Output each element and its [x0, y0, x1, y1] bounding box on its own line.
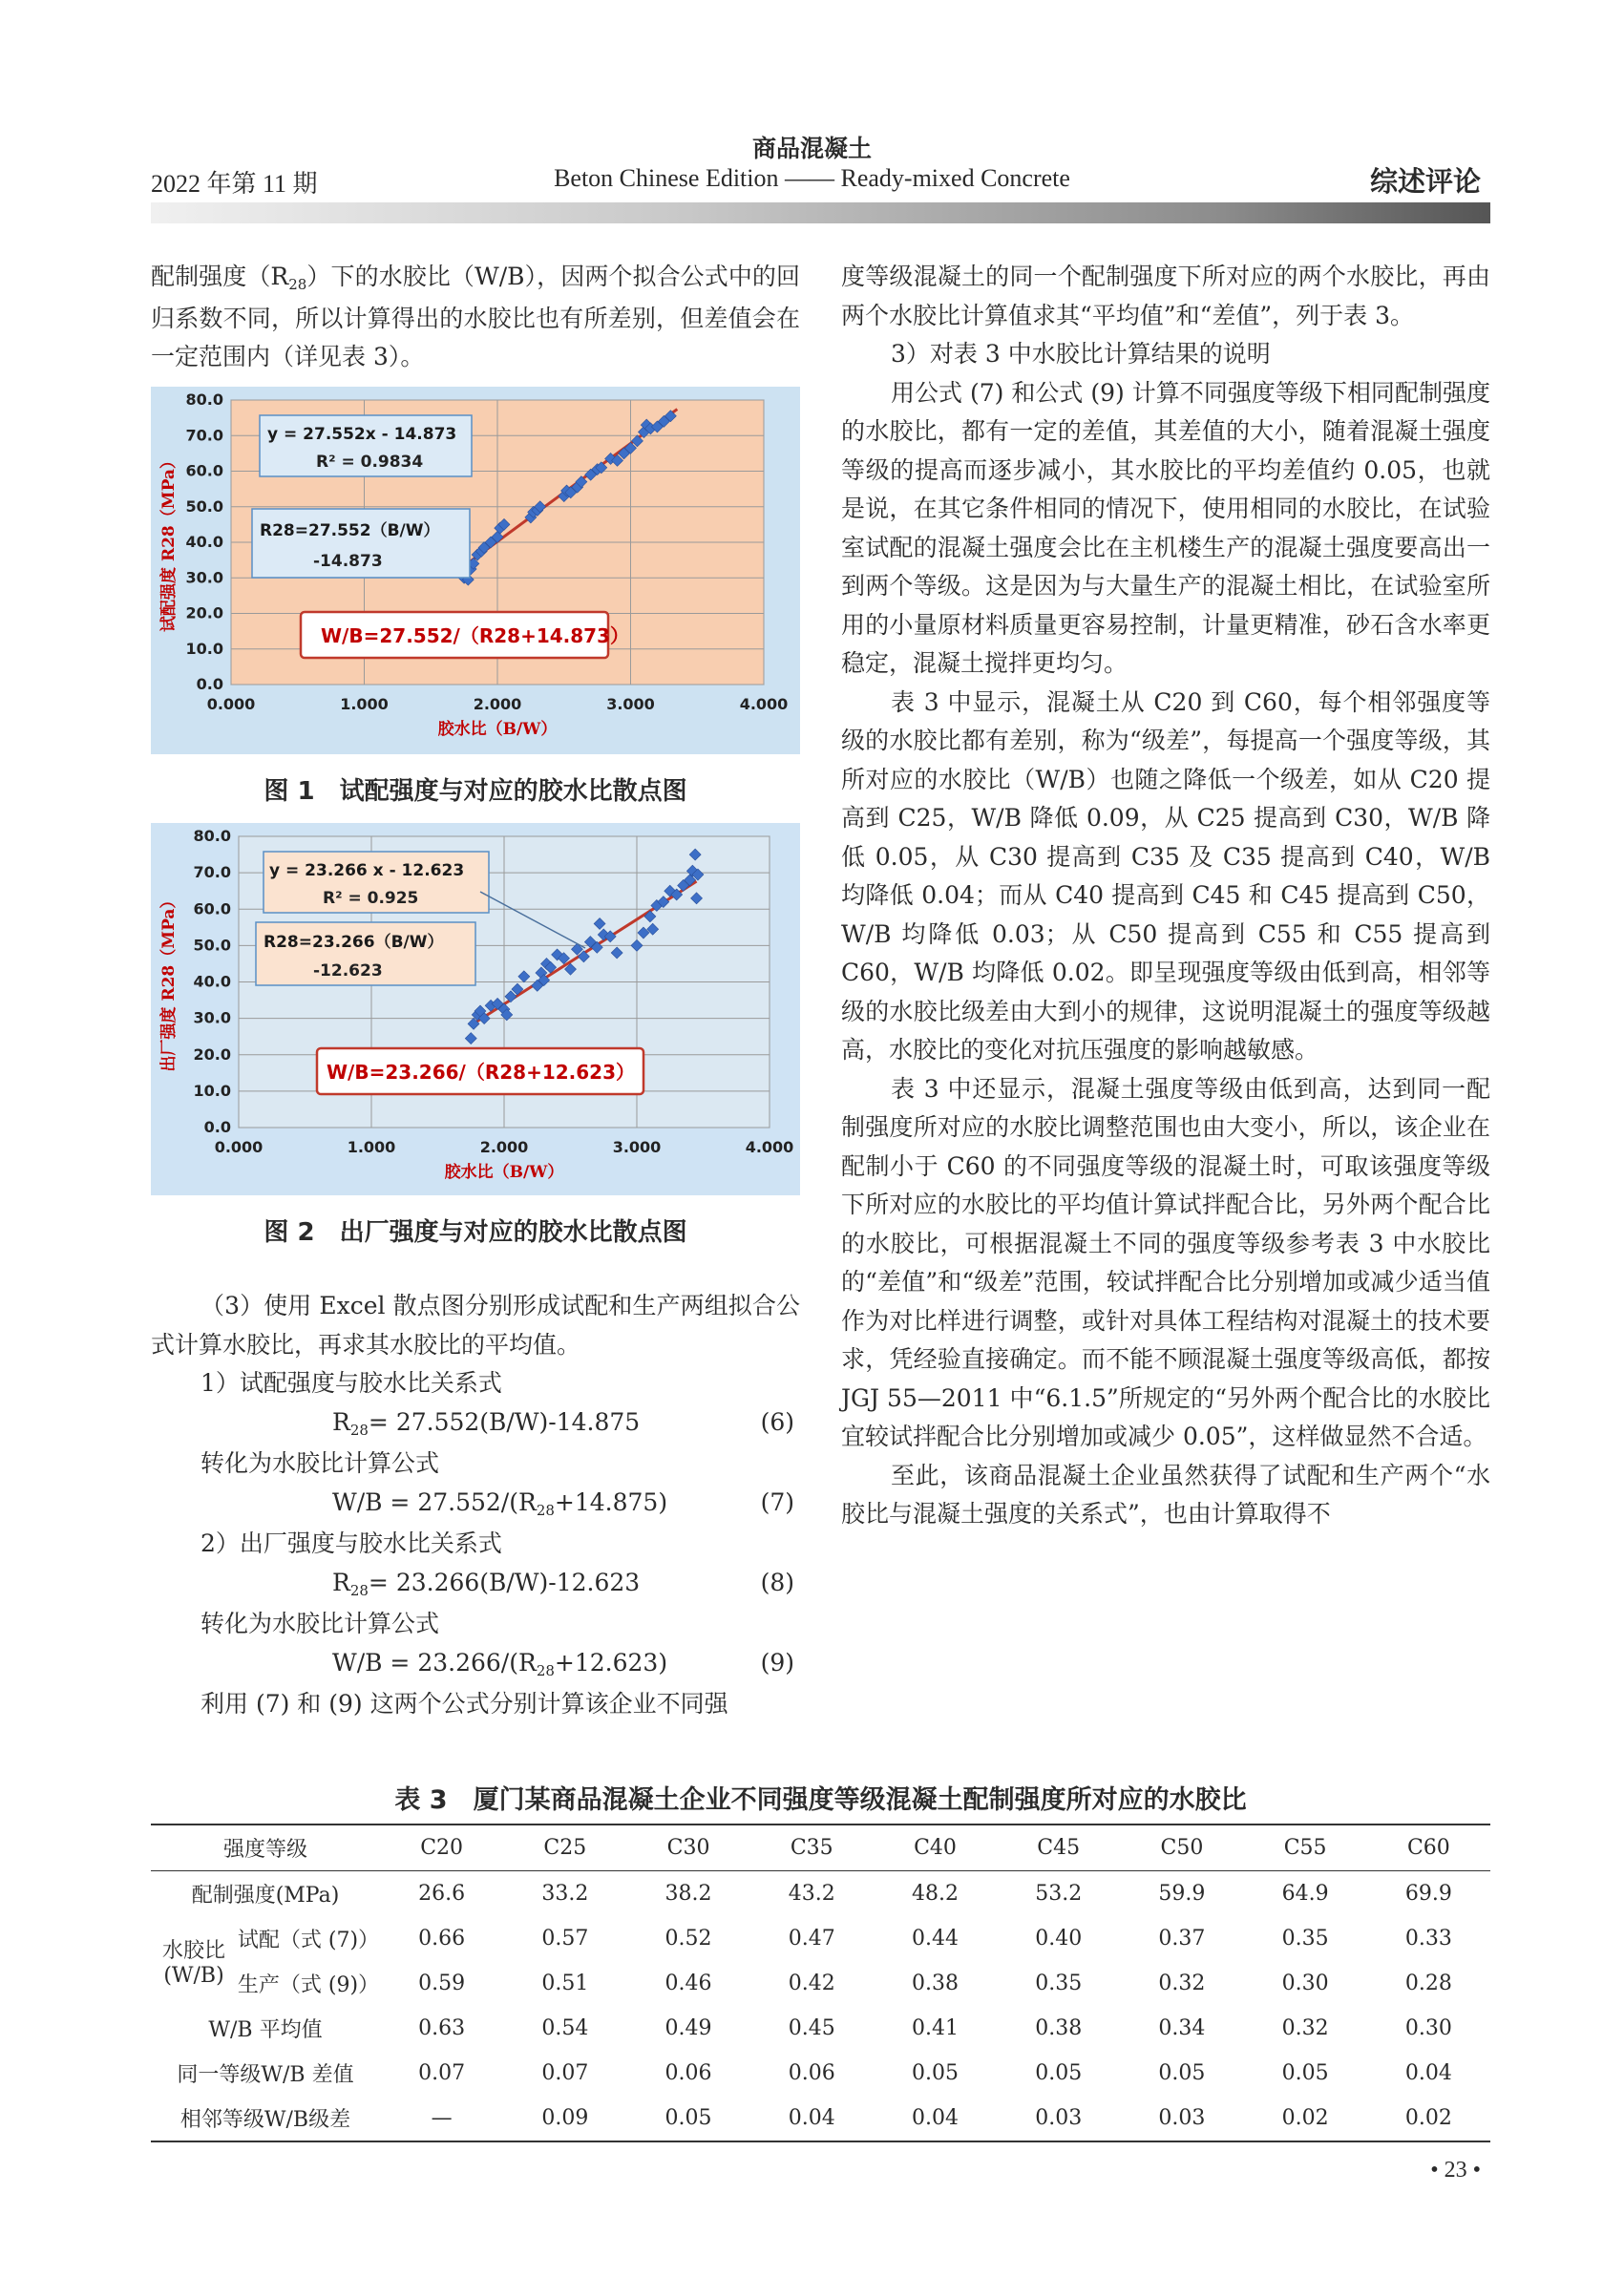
annotation-text: W/B=27.552/（R28+14.873）: [321, 624, 630, 647]
cell: 0.32: [1281, 2016, 1329, 2040]
table-row: [151, 2096, 1490, 2141]
cell: 0.52: [664, 1927, 712, 1951]
subheading: 2）出厂强度与胶水比关系式: [200, 1529, 502, 1557]
cell: 0.38: [1035, 2016, 1083, 2040]
y-tick-label: 10.0: [185, 639, 223, 658]
row-label: 相邻等级W/B级差: [151, 2096, 380, 2141]
grade-cell: C20: [380, 1825, 503, 1871]
cell: 0.42: [788, 1972, 835, 1995]
cell: 0.33: [1404, 1927, 1452, 1951]
cell: 0.30: [1404, 2016, 1452, 2040]
paragraph: 表 3 中显示，混凝土从 C20 到 C60，每个相邻强度等级的水胶比都有差别，称为“级差”，每提高一个强度等级，其所对应的水胶比（W/B）也随之降低一个级差，如从 C20 提高到 C25，W/B 降低 0.09，从 C25 提高到 C30，W/B 降低 0.05，从 C30 提高到 C35 及 C35 提高到 C40，W/B 均降低 0.04；而从 C40 提高到 C45 和 C45 提高到 C50，W/B 均降低 0.03；从 C50 提高到 C55 和 C55 提高到 C60，W/B 均降低 0.02。即呈现强度等级由低到高，相邻等级的水胶比级差由大到小的规律，这说明混凝土的强度等级越高，水胶比的变化对抗压强度的影响越敏感。: [841, 687, 1490, 1064]
x-axis-label: 胶水比（B/W）: [437, 720, 558, 739]
figure-2-caption: 图 2 出厂强度与对应的胶水比散点图: [264, 1218, 687, 1247]
cell: 43.2: [788, 1882, 835, 1906]
cell: 0.30: [1281, 1972, 1329, 1995]
cell: 48.2: [911, 1882, 959, 1906]
cell: 0.59: [418, 1972, 466, 1995]
table-3: [151, 1824, 1490, 2142]
grade-cell: C35: [750, 1825, 874, 1871]
header-gradient-bar: [151, 202, 1490, 223]
left-column-bottom: [151, 1287, 800, 1724]
row-label: 生产（式 (9)）: [237, 1973, 380, 1997]
y-tick-label: 20.0: [193, 1044, 231, 1064]
cell: —: [380, 2096, 503, 2141]
grade-cell: C50: [1120, 1825, 1243, 1871]
y-tick-label: 0.0: [196, 675, 223, 693]
cell: 0.05: [911, 2061, 959, 2085]
subheading: 3）对表 3 中水胶比计算结果的说明: [891, 340, 1271, 368]
section-label: 综述评论: [1369, 165, 1481, 198]
table-row: [151, 2006, 1490, 2051]
grade-cell: C45: [997, 1825, 1120, 1871]
x-tick-label: 3.000: [612, 1138, 662, 1156]
annotation-text: R² = 0.9834: [316, 453, 424, 472]
cell: 64.9: [1281, 1882, 1329, 1906]
cell: 0.05: [626, 2096, 749, 2141]
table-3-title: 表 3 厦门某商品混凝土企业不同强度等级混凝土配制强度所对应的水胶比: [394, 1785, 1247, 1815]
cell: 0.07: [541, 2061, 589, 2085]
row-label: W/B 平均值: [208, 2018, 323, 2042]
cell: 0.09: [503, 2096, 626, 2141]
cell: 0.05: [1035, 2061, 1083, 2085]
cell: 0.45: [788, 2016, 835, 2040]
table-row: [151, 1871, 1490, 1917]
y-axis-label: 出厂强度 R28（MPa）: [159, 892, 179, 1072]
annotation-text: R28=27.552（B/W）: [260, 521, 440, 540]
cell: 0.63: [418, 2016, 466, 2040]
cell: 0.28: [1404, 1972, 1452, 1995]
group-label: 水胶比 (W/B): [161, 1939, 225, 1988]
cell: 38.2: [664, 1882, 712, 1906]
cell: 0.37: [1158, 1927, 1206, 1951]
cell: 33.2: [541, 1882, 589, 1906]
x-tick-label: 2.000: [479, 1138, 529, 1156]
cell: 0.04: [750, 2096, 874, 2141]
y-tick-label: 60.0: [185, 461, 223, 480]
cell: 0.05: [1281, 2061, 1329, 2085]
table-row: [151, 1916, 1490, 1961]
cell: 0.38: [911, 1972, 959, 1995]
cell: 0.54: [541, 2016, 589, 2040]
y-tick-label: 70.0: [185, 426, 223, 445]
x-tick-label: 4.000: [739, 695, 789, 713]
x-tick-label: 2.000: [473, 695, 522, 713]
paragraph: 用公式 (7) 和公式 (9) 计算不同强度等级下相同配制强度的水胶比，都有一定的差值，其差值的大小，随着混凝土强度等级的提高而逐步减小，其水胶比的平均差值约 0.05，也就是说，在其它条件相同的情况下，使用相同的水胶比，在试验室试配的混凝土强度会比在主机楼生产的混凝土强度要高出一到两个等级。这是因为与大量生产的混凝土相比，在试验室所用的小量原材料质量更容易控制，计量更精准，砂石含水率更稳定，混凝土搅拌更均匀。: [841, 378, 1490, 677]
y-tick-label: 30.0: [185, 568, 223, 587]
cell: 0.57: [541, 1927, 589, 1951]
annotation-text: W/B=23.266/（R28+12.623）: [327, 1061, 636, 1084]
grade-cell: C25: [503, 1825, 626, 1871]
cell: 53.2: [1035, 1882, 1083, 1906]
paragraph: 表 3 中还显示，混凝土强度等级由低到高，达到同一配制强度所对应的水胶比调整范围也由大变小，所以，该企业在配制小于 C60 的不同强度等级的混凝土时，可取该强度等级下所对应的水胶比的平均值计算试拌配合比，另外两个配合比的水胶比，可根据混凝土不同的强度等级参考表 3 中水胶比的“差值”和“级差”范围，较试拌配合比分别增加或减少适当值作为对比样进行调整，或针对具体工程结构对混凝土的技术要求，凭经验直接确定。而不能不顾混凝土强度等级高低，都按 JGJ 55—2011 中“6.1.5”所规定的“另外两个配合比的水胶比宜较试拌配合比分别增加或减少 0.05”，这样做显然不合适。: [841, 1074, 1490, 1450]
cell: 0.44: [911, 1927, 959, 1951]
grade-cell: C40: [874, 1825, 997, 1871]
y-tick-label: 70.0: [193, 863, 231, 882]
x-tick-label: 0.000: [214, 1138, 264, 1156]
cell: 0.07: [418, 2061, 466, 2085]
cell: 26.6: [418, 1882, 466, 1906]
cell: 0.40: [1035, 1927, 1083, 1951]
annotation-text: y = 23.266 x - 12.623: [269, 861, 465, 880]
cell: 0.02: [1367, 2096, 1490, 2141]
cell: 0.04: [874, 2096, 997, 2141]
annotation-text: R² = 0.925: [323, 889, 419, 908]
subheading: 转化为水胶比计算公式: [200, 1449, 440, 1477]
equation-7: $W/B = 27.552/(R_{28}+14.875)$ (7): [332, 1487, 794, 1519]
journal-title-cn: 商品混凝土: [751, 135, 872, 162]
x-tick-label: 4.000: [745, 1138, 794, 1156]
cell: 0.47: [788, 1927, 835, 1951]
figure-1-caption: 图 1 试配强度与对应的胶水比散点图: [264, 777, 687, 806]
equation-6: $R_{28}= 27.552(B/W)-14.875$ (6): [332, 1407, 794, 1439]
issue-label: 2022 年第 11 期: [151, 170, 318, 198]
paragraph: 至此，该商品混凝土企业虽然获得了试配和生产两个“水胶比与混凝土强度的关系式”，也由计算取得不: [841, 1461, 1490, 1528]
cell: 0.32: [1158, 1972, 1206, 1995]
row-label: 配制强度(MPa): [191, 1884, 340, 1908]
table-header-label: 强度等级: [151, 1825, 380, 1871]
cell: 0.03: [997, 2096, 1120, 2141]
cell: 0.49: [664, 2016, 712, 2040]
annotation-text: -14.873: [313, 552, 383, 571]
paragraph: 利用 (7) 和 (9) 这两个公式分别计算该企业不同强: [200, 1690, 728, 1718]
grade-cell: C30: [626, 1825, 749, 1871]
y-tick-label: 30.0: [193, 1008, 231, 1027]
cell: 0.51: [541, 1972, 589, 1995]
cell: 69.9: [1404, 1882, 1452, 1906]
annotation-text: y = 27.552x - 14.873: [267, 425, 457, 444]
cell: 0.03: [1120, 2096, 1243, 2141]
figure-2-scatter-chart: [151, 823, 800, 1195]
table-row: [151, 2051, 1490, 2096]
x-tick-label: 1.000: [340, 695, 389, 713]
grade-cell: C60: [1367, 1825, 1490, 1871]
x-axis-label: 胶水比（B/W）: [444, 1163, 564, 1182]
y-tick-label: 0.0: [203, 1118, 231, 1136]
right-column: [841, 258, 1490, 1534]
row-label: 同一等级W/B 差值: [177, 2063, 354, 2087]
y-tick-label: 20.0: [185, 603, 223, 622]
subheading: 转化为水胶比计算公式: [200, 1610, 440, 1637]
table-header-row: [151, 1825, 1490, 1871]
y-tick-label: 80.0: [185, 390, 223, 409]
cell: 0.66: [418, 1927, 466, 1951]
y-tick-label: 60.0: [193, 899, 231, 918]
y-tick-label: 50.0: [185, 496, 223, 516]
cell: 0.06: [664, 2061, 712, 2085]
x-tick-label: 3.000: [606, 695, 655, 713]
paragraph: （3）使用 Excel 散点图分别形成试配和生产两组拟合公式计算水胶比，再求其水胶比的平均值。: [151, 1292, 800, 1359]
annotation-text: R28=23.266（B/W）: [264, 933, 444, 952]
table-row: [151, 1961, 1490, 2006]
cell: 0.46: [664, 1972, 712, 1995]
cell: 0.34: [1158, 2016, 1206, 2040]
y-tick-label: 50.0: [193, 936, 231, 955]
equation-9: $W/B = 23.266/(R_{28}+12.623)$ (9): [332, 1648, 794, 1679]
paragraph: 度等级混凝土的同一个配制强度下所对应的两个水胶比，再由两个水胶比计算值求其“平均值”和“差值”，列于表 3。: [841, 263, 1490, 329]
figure-1-scatter-chart: [151, 387, 800, 754]
paragraph: 配制强度$(R_{28})$下的水胶比（W/B），因两个拟合公式中的回归系数不同，所以计算得出的水胶比也有所差别，但差值会在一定范围内（详见表 3）。: [151, 263, 800, 370]
cell: 0.05: [1158, 2061, 1206, 2085]
y-axis-label: 试配强度 R28（MPa）: [159, 453, 179, 632]
cell: 0.02: [1244, 2096, 1367, 2141]
y-tick-label: 40.0: [193, 972, 231, 991]
y-tick-label: 80.0: [193, 827, 231, 845]
grade-cell: C55: [1244, 1825, 1367, 1871]
cell: 59.9: [1158, 1882, 1206, 1906]
x-tick-label: 1.000: [347, 1138, 396, 1156]
subheading: 1）试配强度与胶水比关系式: [200, 1369, 502, 1397]
y-tick-label: 10.0: [193, 1081, 231, 1100]
row-label: 试配（式 (7)）: [237, 1929, 380, 1952]
equation-8: $R_{28}= 23.266(B/W)-12.623$ (8): [332, 1568, 794, 1599]
cell: 0.41: [911, 2016, 959, 2040]
journal-title-en: Beton Chinese Edition —— Ready-mixed Concrete: [554, 164, 1070, 192]
left-column-top: [151, 258, 800, 377]
cell: 0.06: [788, 2061, 835, 2085]
cell: 0.35: [1035, 1972, 1083, 1995]
cell: 0.35: [1281, 1927, 1329, 1951]
page-number: • 23 •: [1430, 2158, 1481, 2183]
y-tick-label: 40.0: [185, 533, 223, 551]
x-tick-label: 0.000: [206, 695, 256, 713]
annotation-text: -12.623: [313, 961, 383, 981]
cell: 0.04: [1404, 2061, 1452, 2085]
